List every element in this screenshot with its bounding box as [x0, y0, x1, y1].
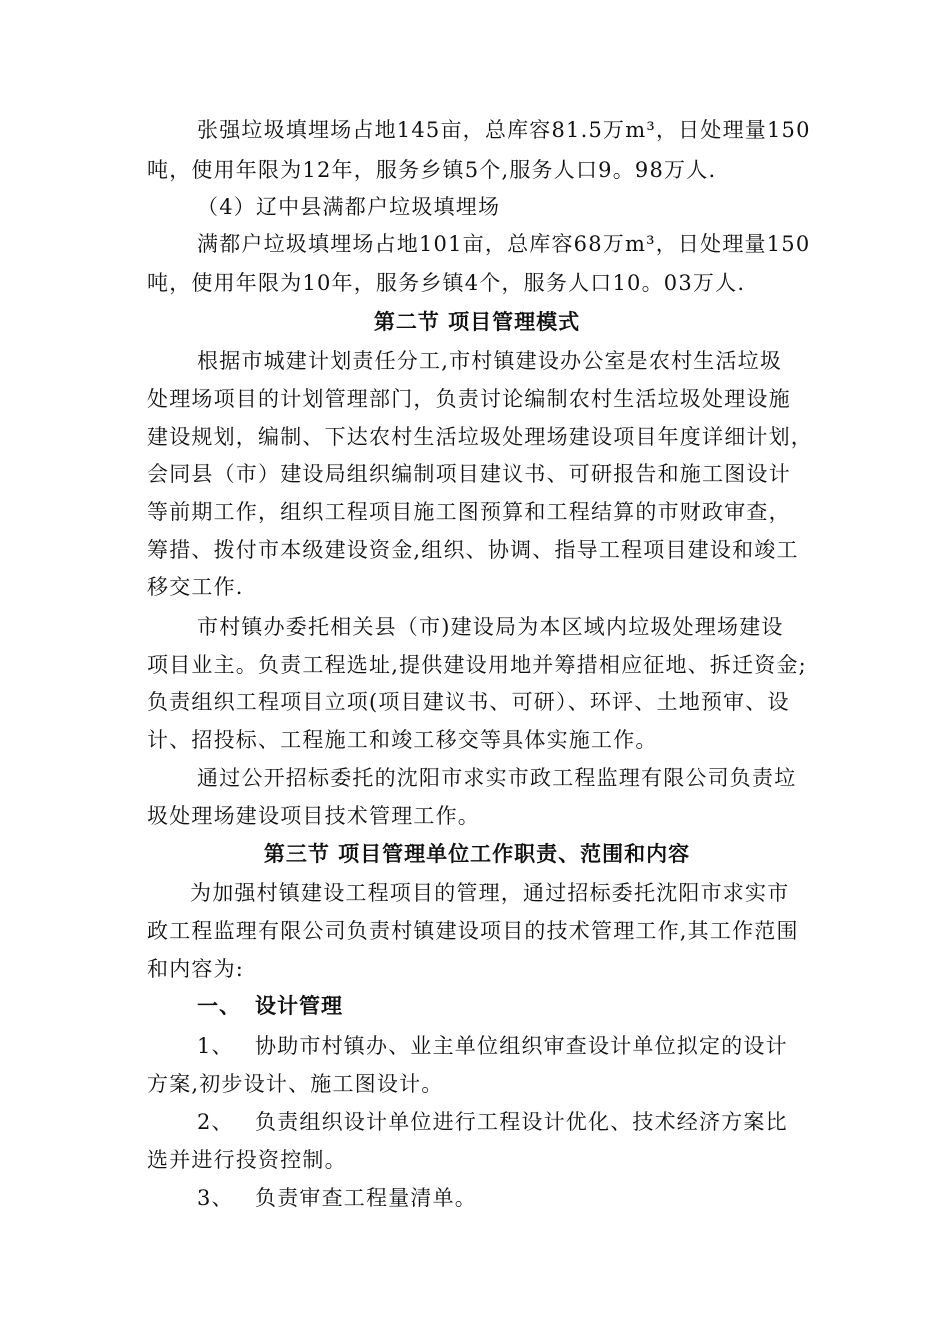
list-item — [197, 1183, 807, 1213]
list-item-number: 3、 — [197, 1186, 234, 1210]
list-item — [197, 1107, 807, 1137]
paragraph-line: 和内容为: — [147, 957, 245, 981]
subsection-number: 一、 — [197, 994, 241, 1018]
paragraph-line: 等前期工作，组织工程项目施工图预算和工程结算的市财政审查， — [147, 500, 791, 524]
paragraph-line: 方案,初步设计、施工图设计。 — [147, 1072, 444, 1096]
paragraph-line: 筹措、拨付市本级建设资金,组织、协调、指导工程项目建设和竣工 — [147, 538, 799, 562]
paragraph-line: 处理场项目的计划管理部门，负责讨论编制农村生活垃圾处理设施 — [147, 387, 791, 411]
paragraph-line: 计、招投标、工程施工和竣工移交等具体实施工作。 — [147, 728, 658, 752]
list-item-text: 负责审查工程量清单。 — [255, 1186, 477, 1210]
paragraph-line: 政工程监理有限公司负责村镇建设项目的技术管理工作,其工作范围 — [147, 919, 799, 943]
section-heading: 第二节 项目管理模式 — [373, 310, 581, 334]
paragraph-line: 建设规划，编制、下达农村生活垃圾处理场建设项目年度详细计划， — [147, 425, 813, 449]
list-item-title: （4）辽中县满都户垃圾填埋场 — [197, 195, 501, 219]
paragraph-line: 移交工作. — [147, 575, 244, 599]
paragraph-line: 根据市城建计划责任分工,市村镇建设办公室是农村生活垃圾 — [197, 349, 783, 373]
subsection-title: 设计管理 — [255, 994, 343, 1018]
paragraph-line: 吨，使用年限为10年，服务乡镇4个，服务人口10。03万人. — [147, 271, 746, 295]
list-item-text: 协助市村镇办、业主单位组织审查设计单位拟定的设计 — [255, 1034, 788, 1058]
paragraph-line: 会同县（市）建设局组织编制项目建议书、可研报告和施工图设计 — [147, 462, 791, 486]
list-item — [197, 1031, 807, 1061]
paragraph-line: 项目业主。负责工程选址,提供建设用地并筹措相应征地、拆迁资金; — [147, 653, 807, 677]
paragraph-line: 张强垃圾填埋场占地145亩，总库容81.5万m³，日处理量150 — [197, 118, 811, 142]
paragraph-line: 吨，使用年限为12年，服务乡镇5个,服务人口9。98万人. — [147, 158, 717, 182]
paragraph-line: 负责组织工程项目立项(项目建议书、可研）、环评、土地预审、设 — [147, 690, 790, 714]
section-heading: 第三节 项目管理单位工作职责、范围和内容 — [263, 842, 691, 866]
paragraph-line: 满都户垃圾填埋场占地101亩，总库容68万m³，日处理量150 — [197, 232, 811, 256]
paragraph-line: 为加强村镇建设工程项目的管理，通过招标委托沈阳市求实市 — [190, 881, 790, 905]
paragraph-line: 市村镇办委托相关县（市)建设局为本区域内垃圾处理场建设 — [197, 615, 784, 639]
list-item-number: 2、 — [197, 1110, 234, 1134]
list-item-number: 1、 — [197, 1034, 234, 1058]
paragraph-line: 圾处理场建设项目技术管理工作。 — [147, 804, 480, 828]
subsection-heading — [197, 991, 343, 1021]
paragraph-line: 通过公开招标委托的沈阳市求实市政工程监理有限公司负责垃 — [197, 766, 797, 790]
paragraph-line: 选并进行投资控制。 — [147, 1148, 347, 1172]
list-item-text: 负责组织设计单位进行工程设计优化、技术经济方案比 — [255, 1110, 788, 1134]
